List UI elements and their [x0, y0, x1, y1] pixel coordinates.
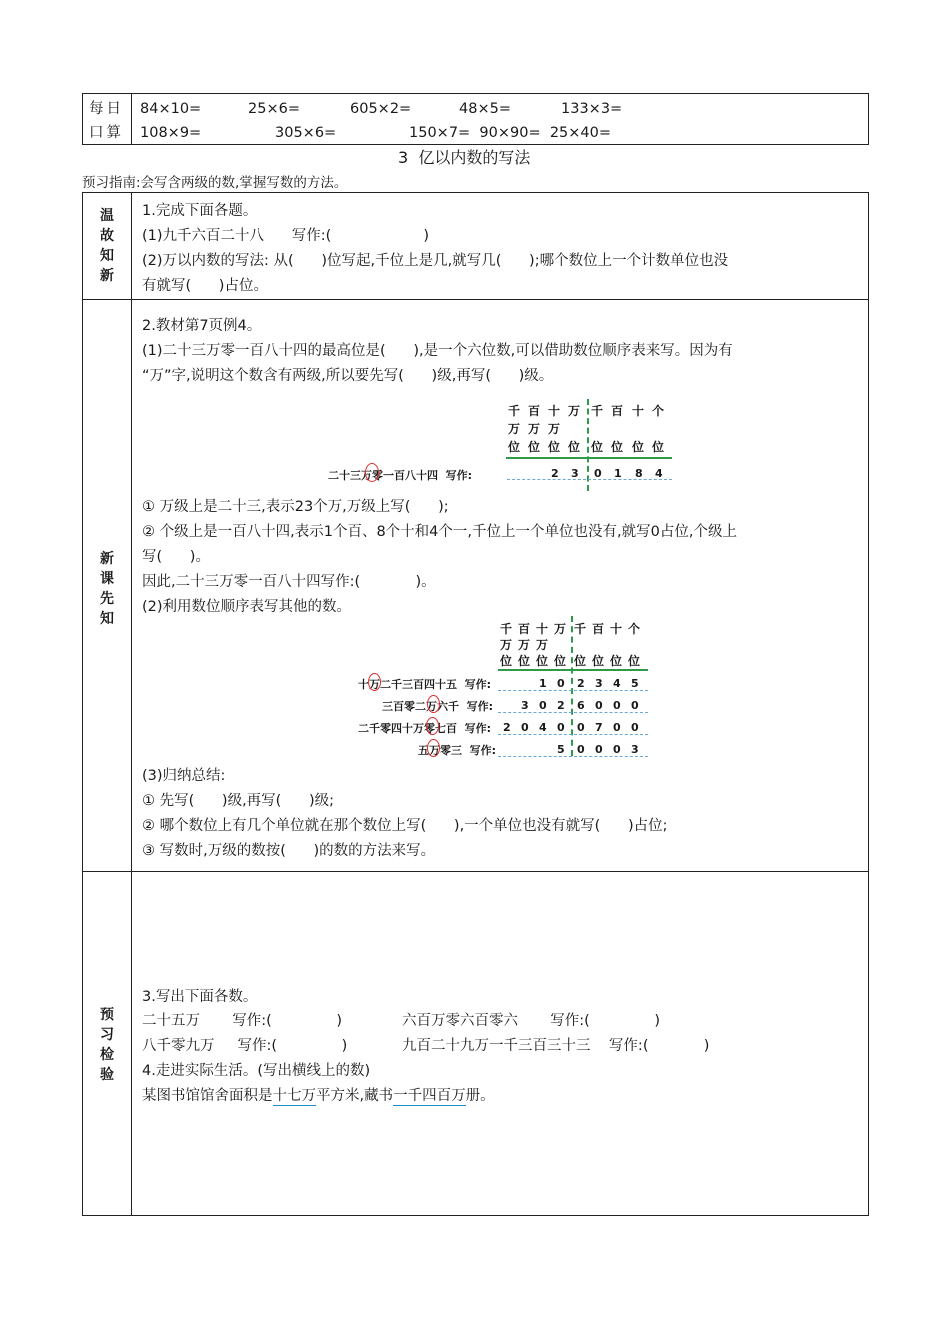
- chart-header: 千: [591, 404, 604, 418]
- calc-item: 108×9=: [140, 125, 202, 141]
- step-2: ② 个级上是一百八十四,表示1个百、8个十和4个一,千位上一个单位也没有,就写0占位,个级上: [142, 524, 737, 540]
- q3-item: 六百万零六百零六 写作:( ): [402, 1013, 660, 1029]
- section-label-char: 习: [100, 1027, 114, 1043]
- chart-header: 百: [518, 622, 531, 636]
- summary-2: ② 哪个数位上有几个单位就在那个数位上写( ),一个单位也没有就写( )占位;: [142, 818, 668, 834]
- chart-header: 位: [518, 654, 531, 668]
- underlined-number: 十七万: [272, 1088, 316, 1104]
- chart-digit: 4: [613, 677, 621, 690]
- chart-digit: 0: [557, 677, 565, 690]
- answer-line: [498, 756, 648, 757]
- chart-header: 十: [632, 404, 645, 418]
- chart-digit: 0: [557, 721, 565, 734]
- highlight-circle: [426, 717, 439, 735]
- chart-header: 位: [591, 440, 604, 454]
- chart-header: 位: [548, 440, 561, 454]
- chart-header: 百: [611, 404, 624, 418]
- chart-digit: 4: [539, 721, 547, 734]
- chart-header: 十: [548, 404, 561, 418]
- chart-header: 十: [536, 622, 549, 636]
- chart-digit: 0: [521, 721, 529, 734]
- answer-line: [498, 690, 648, 691]
- q4-passage: [142, 1087, 495, 1105]
- question-1-line-1: (1)九千六百二十八 写作:( ): [142, 228, 430, 244]
- calc-item: 48×5=: [459, 101, 511, 117]
- highlight-circle: [368, 673, 381, 691]
- calc-item: 305×6=: [275, 125, 337, 141]
- chart-digit: 3: [521, 699, 529, 712]
- chart-header: 十: [610, 622, 623, 636]
- chart-digit: 0: [613, 699, 621, 712]
- chart-digit: 2: [551, 467, 559, 480]
- chart-digit: 8: [635, 467, 643, 480]
- chart-digit: 0: [539, 699, 547, 712]
- chart-digit: 3: [595, 677, 603, 690]
- q3-item: 二十五万 写作:( ): [142, 1013, 342, 1029]
- chart-digit: 3: [571, 467, 579, 480]
- chart-digit: 4: [655, 467, 663, 480]
- chart-header: 位: [574, 654, 587, 668]
- chart-header: 个: [628, 622, 641, 636]
- chart-header: 万: [536, 638, 549, 652]
- calc-item: 605×2=: [350, 101, 412, 117]
- chart-header: 位: [592, 654, 605, 668]
- summary-1: ① 先写( )级,再写( )级;: [142, 793, 335, 809]
- answer-line: [507, 479, 672, 480]
- chart-digit: 1: [614, 467, 622, 480]
- chart-header: 位: [610, 654, 623, 668]
- section-label-char: 课: [100, 571, 114, 587]
- calc-item: 133×3=: [561, 101, 623, 117]
- chart-digit: 2: [577, 677, 585, 690]
- chart-digit: 1: [539, 677, 547, 690]
- section-label-char: 知: [100, 248, 114, 264]
- section-label-char: 检: [100, 1047, 114, 1063]
- question-2-line-2: “万”字,说明这个数含有两级,所以要先写( )级,再写( )级。: [142, 368, 554, 384]
- chart-digit: 0: [631, 699, 639, 712]
- chart-header: 位: [632, 440, 645, 454]
- section-label-char: 知: [100, 611, 114, 627]
- question-4: 4.走进实际生活。(写出横线上的数): [142, 1063, 371, 1079]
- chart-row-label: 十万二千三百四十五 写作:: [358, 678, 492, 691]
- question-1: 1.完成下面各题。: [142, 203, 258, 219]
- chart-header: 百: [592, 622, 605, 636]
- chart-header: 个: [652, 404, 665, 418]
- step-2-cont: 写( )。: [142, 549, 210, 565]
- chart-digit: 0: [594, 467, 602, 480]
- highlight-circle: [427, 739, 440, 757]
- chart-header: 万: [518, 638, 531, 652]
- chart-row-label: 二十三万零一百八十四 写作:: [328, 469, 473, 482]
- chart-header: 位: [500, 654, 513, 668]
- underlined-number: 一千四百万: [393, 1088, 466, 1104]
- chart-digit: 0: [577, 721, 585, 734]
- highlight-circle: [427, 695, 440, 713]
- chart-header: 位: [536, 654, 549, 668]
- section-label-new-lesson: [99, 549, 115, 629]
- chart-row-label: 五万零三 写作:: [418, 744, 497, 757]
- chart-header: 千: [574, 622, 587, 636]
- chart-row-label: 二千零四十万零七百 写作:: [358, 722, 492, 735]
- question-1-line-2: (2)万以内数的写法: 从( )位写起,千位上是几,就写几( );哪个数位上一个计数单位也没: [142, 253, 729, 269]
- chart-header: 位: [628, 654, 641, 668]
- chart-digit: 0: [595, 743, 603, 756]
- section-label-char: 温: [100, 208, 114, 224]
- section-label-char: 先: [100, 591, 114, 607]
- chart-header: 万: [500, 638, 513, 652]
- calc-item: 25×6=: [248, 101, 300, 117]
- question-2-line-1: (1)二十三万零一百八十四的最高位是( ),是一个六位数,可以借助数位顺序表来写。因为有: [142, 343, 733, 359]
- chart-baseline: [498, 669, 648, 671]
- section-label-check: [99, 1005, 115, 1085]
- chart-header: 万: [548, 422, 561, 436]
- q4-text: 册。: [465, 1088, 495, 1104]
- chart-header: 万: [508, 422, 521, 436]
- chart-header: 万: [554, 622, 567, 636]
- calc-item: 150×7= 90×90= 25×40=: [409, 125, 612, 141]
- q4-text: 平方米,藏书: [316, 1088, 394, 1104]
- chart-header: 位: [528, 440, 541, 454]
- chart-header: 位: [611, 440, 624, 454]
- preview-guide: 预习指南:会写含两级的数,掌握写数的方法。: [82, 175, 348, 191]
- calc-item: 84×10=: [140, 101, 202, 117]
- chart-digit: 5: [631, 677, 639, 690]
- question-3: 3.写出下面各数。: [142, 989, 258, 1005]
- daily-label-1: 每日: [89, 101, 124, 117]
- highlight-circle: [365, 463, 379, 482]
- chart-digit: 0: [613, 743, 621, 756]
- question-1-line-3: 有就写( )占位。: [142, 278, 268, 294]
- part-3: (3)归纳总结:: [142, 768, 226, 784]
- section-label-char: 验: [100, 1067, 114, 1083]
- chart-digit: 2: [557, 699, 565, 712]
- section-label-review: [99, 206, 115, 286]
- chart-digit: 0: [613, 721, 621, 734]
- conclusion: 因此,二十三万零一百八十四写作:( )。: [142, 574, 436, 590]
- q3-item: 八千零九万 写作:( ): [142, 1038, 348, 1054]
- chart-header: 位: [652, 440, 665, 454]
- chart-digit: 3: [631, 743, 639, 756]
- section-label-char: 故: [100, 228, 114, 244]
- step-1: ① 万级上是二十三,表示23个万,万级上写( );: [142, 499, 449, 515]
- chart-header: 位: [554, 654, 567, 668]
- q3-item: 九百二十九万一千三百三十三 写作:( ): [402, 1038, 710, 1054]
- chart-digit: 0: [631, 721, 639, 734]
- chart-baseline: [506, 457, 672, 459]
- part-2: (2)利用数位顺序表写其他的数。: [142, 599, 352, 615]
- chart-divider: [571, 616, 573, 756]
- chart-divider: [587, 399, 589, 491]
- chart-header: 万: [528, 422, 541, 436]
- lesson-title: 3 亿以内数的写法: [398, 148, 531, 167]
- chart-header: 位: [508, 440, 521, 454]
- section-label-char: 新: [100, 268, 114, 284]
- chart-header: 千: [508, 404, 521, 418]
- chart-digit: 0: [577, 743, 585, 756]
- chart-row-label: 三百零二万六千 写作:: [382, 700, 494, 713]
- summary-3: ③ 写数时,万级的数按( )的数的方法来写。: [142, 843, 436, 859]
- chart-header: 位: [568, 440, 581, 454]
- chart-digit: 5: [557, 743, 565, 756]
- answer-line: [498, 734, 648, 735]
- section-label-char: 新: [100, 551, 114, 567]
- chart-digit: 7: [595, 721, 603, 734]
- answer-line: [498, 712, 648, 713]
- q4-text: 某图书馆馆舍面积是: [142, 1088, 273, 1104]
- chart-header: 千: [500, 622, 513, 636]
- daily-label-2: 口算: [89, 125, 124, 141]
- section-label-char: 预: [100, 1007, 114, 1023]
- question-2: 2.教材第7页例4。: [142, 318, 262, 334]
- chart-header: 万: [568, 404, 581, 418]
- chart-digit: 6: [577, 699, 585, 712]
- chart-digit: 0: [595, 699, 603, 712]
- chart-digit: 2: [503, 721, 511, 734]
- chart-header: 百: [528, 404, 541, 418]
